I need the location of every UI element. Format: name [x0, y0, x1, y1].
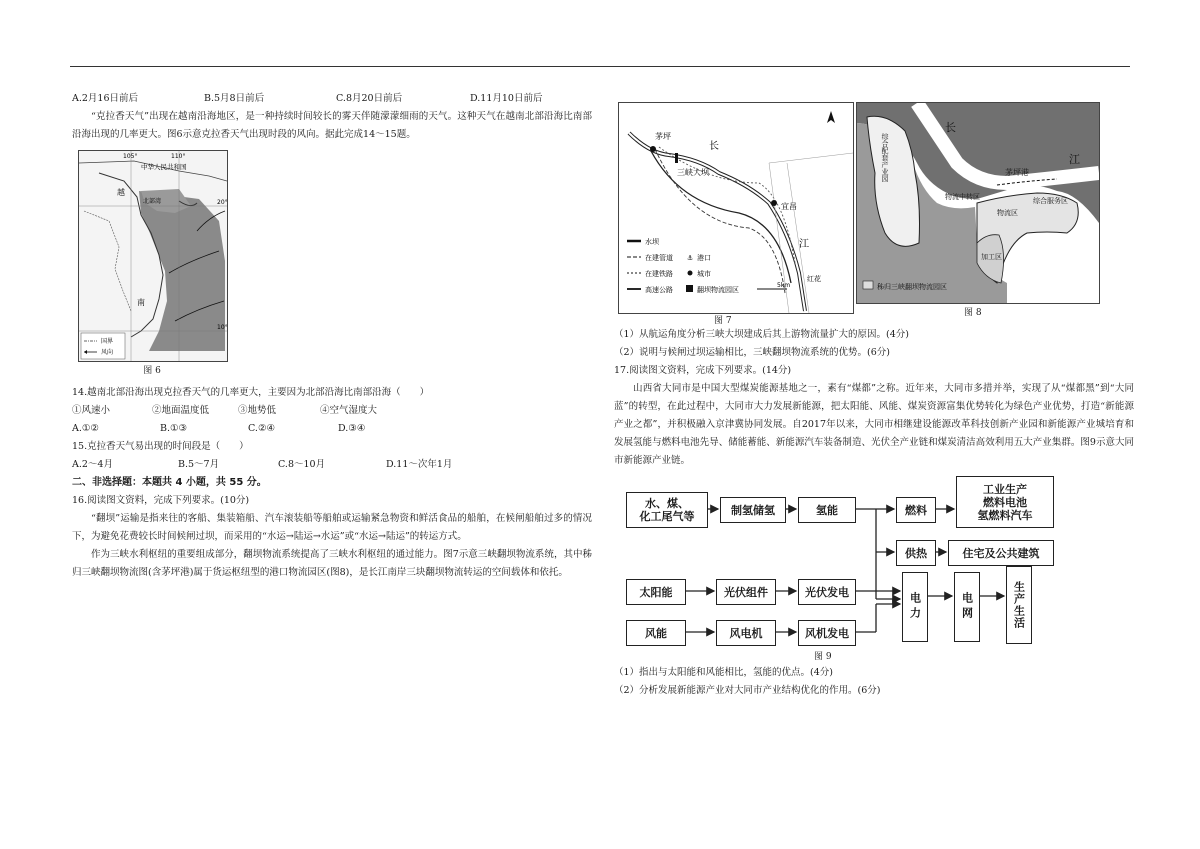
node-heat-use: 住宅及公共建筑	[948, 540, 1054, 566]
figure-6-caption: 图 6	[143, 366, 161, 376]
legend-item: 在建管道	[645, 254, 673, 262]
label-yue: 越	[117, 188, 125, 197]
lat-10-label: 10°	[217, 324, 227, 331]
legend-item: 水坝	[645, 238, 659, 246]
q15: 15.克拉香天气易出现的时间段是（ ）	[72, 441, 249, 452]
option: D.11～次年1月	[386, 459, 453, 470]
node-wind-turbine: 风电机	[716, 620, 776, 646]
q14-options	[72, 420, 592, 438]
option: A.2～4月	[72, 459, 113, 470]
figure-6-map	[78, 150, 228, 362]
node-fuel-use: 工业生产 燃料电池 氢燃料汽车	[956, 476, 1054, 528]
item: ④空气湿度大	[320, 405, 378, 416]
option: D.11月10日前后	[470, 93, 543, 104]
label-chang: 长	[945, 121, 956, 134]
figure-8-caption: 图 8	[964, 308, 982, 318]
item: ③地势低	[238, 405, 277, 416]
legend-item: 在建铁路	[645, 270, 673, 278]
option: B.5月8日前后	[204, 93, 265, 104]
vietnam-map	[79, 151, 227, 361]
option: B.5～7月	[178, 459, 220, 470]
legend-wind: 风向	[101, 349, 114, 356]
lat-20-label: 20°	[217, 199, 227, 206]
node-grid: 电网	[954, 572, 980, 642]
figures-7-8	[614, 90, 1134, 326]
three-gorges-map	[619, 103, 853, 313]
anchor-icon: ⚓	[687, 254, 694, 262]
fig8-legend: 秭归三峡翻坝物流园区	[877, 283, 947, 291]
zone-label: 物流中转区	[945, 193, 980, 201]
right-column	[614, 90, 1134, 700]
maoping-port-marker	[650, 146, 656, 152]
figure-9-caption: 图 9	[814, 652, 832, 662]
q16-part-2: （2）说明与候闸过坝运输相比，三峡翻坝物流系统的优势。(6分)	[614, 347, 891, 358]
zone-label: 物流区	[997, 209, 1018, 217]
legend-item: 港口	[697, 254, 711, 262]
logistics-park-icon	[686, 285, 693, 292]
node-fuel: 燃料	[896, 497, 936, 523]
zone-label: 加工区	[981, 253, 1002, 261]
zigui-logistics-park-map	[857, 103, 1099, 303]
legend-item: 翻坝物流园区	[697, 286, 739, 294]
zone-label: 综合服务区	[1033, 197, 1068, 205]
lon-105-label: 105°	[123, 153, 138, 160]
label-maoping: 茅坪	[655, 132, 671, 141]
option: A.①②	[72, 423, 99, 434]
label-sanxia: 三峡大坝	[677, 168, 709, 177]
q14-items	[72, 402, 592, 420]
option: A.2月16日前后	[72, 93, 139, 104]
node-pv-power: 光伏发电	[798, 579, 856, 605]
label-yichang: 宜昌	[781, 202, 797, 211]
option: C.8～10月	[278, 459, 326, 470]
node-heat: 供热	[896, 540, 936, 566]
label-chang: 长	[709, 141, 719, 152]
yichang-city-marker	[771, 200, 777, 206]
node-hydrogen: 氢能	[798, 497, 856, 523]
q17: 17.阅读图文资料，完成下列要求。(14分)	[614, 365, 792, 376]
figure-7-map	[618, 102, 854, 314]
label-hongwa: 红花	[807, 275, 821, 283]
q14: 14.越南北部沿海出现克拉香天气的几率更大，主要因为北部沿海比南部沿海（ ）	[72, 387, 430, 398]
q16-part-1: （1）从航运角度分析三峡大坝建成后其上游物流量扩大的原因。(4分)	[614, 329, 910, 340]
node-wind: 风能	[626, 620, 686, 646]
label-jiang: 江	[799, 239, 809, 250]
label-maoping-port: 茅坪港	[1005, 168, 1029, 177]
node-wind-power: 风机发电	[798, 620, 856, 646]
option: C.②④	[248, 423, 275, 434]
item: ②地面温度低	[152, 405, 210, 416]
intro-14-15: “克拉香天气”出现在越南沿海地区，是一种持续时间较长的雾天伴随濛濛细雨的天气。这种天气在越南北部沿海比南部沿海出现的几率更大。图6示意克拉香天气出现时段的风向。据此完成14～15题。	[72, 111, 592, 140]
figure-8-map	[856, 102, 1100, 304]
q13-options	[72, 90, 592, 108]
node-production-life: 生产生活	[1006, 566, 1032, 644]
node-solar: 太阳能	[626, 579, 686, 605]
option: C.8月20日前后	[336, 93, 403, 104]
left-column	[72, 90, 592, 582]
node-power: 电力	[902, 572, 928, 642]
q17-part-1: （1）指出与太阳能和风能相比，氢能的优点。(4分)	[614, 667, 834, 678]
header-rule	[70, 66, 1130, 67]
q17-paragraph: 山西省大同市是中国大型煤炭能源基地之一，素有“煤都”之称。近年来，大同市多措并举，实现了从“煤都黑”到“大同蓝”的转型，在此过程中，大同市大力发展新能源，把太阳能、风能、煤炭资源富集优势转化为绿色产业优势，打造“新能源产业之都”，并积极融入京津冀协同发展。自2017年以来，大同市相继建设能源改革科技创新产业园和新能源产业城培育和发展氢能与燃料电池先导、储能蓄能、新能源汽车装备制造、光伏全产业链和煤炭清洁高效利用五大产业集群。图9示意大同市新能源产业链。	[614, 383, 1134, 466]
q15-options	[72, 456, 592, 474]
legend-border: 国界	[101, 338, 114, 345]
city-icon	[688, 271, 693, 276]
q16: 16.阅读图文资料，完成下列要求。(10分)	[72, 495, 250, 506]
scale-label: 5km	[777, 282, 791, 289]
legend-item: 高速公路	[645, 286, 673, 294]
label-beibuwan: 北部湾	[143, 198, 162, 205]
node-pv-module: 光伏组件	[716, 579, 776, 605]
item: ①风速小	[72, 405, 111, 416]
label-nan: 南	[137, 298, 145, 307]
q16-paragraph-2: 作为三峡水利枢纽的重要组成部分，翻坝物流系统提高了三峡水利枢纽的通过能力。图7示意三峡翻坝物流系统，其中秭归三峡翻坝物流图(含茅坪港)属于货运枢纽型的港口物流园区(图8)，是长江南岸三块翻坝物流转运的空间载体和依托。	[72, 549, 592, 578]
legend-item: 城市	[697, 270, 711, 278]
node-hydrogen-production: 制氢储氢	[720, 497, 786, 523]
option: B.①③	[160, 423, 188, 434]
option: D.③④	[338, 423, 366, 434]
section-2-heading: 二、非选择题：本题共 4 小题，共 55 分。	[72, 477, 267, 488]
dam-marker	[675, 153, 678, 163]
figure-7-caption: 图 7	[714, 316, 732, 326]
figure-9-flowchart	[614, 476, 1074, 664]
zone-label: 综合配套产业园	[881, 133, 889, 182]
q16-paragraph-1: “翻坝”运输是指来往的客船、集装箱船、汽车滚装船等船舶或运输紧急物资和鲜活食品的船舶，在候闸船舶过多的情况下，为避免花费较长时间候闸过坝，而采用的“水运→陆运→水运”或“水运→陆运”的转运方式。	[72, 513, 592, 542]
country-label: 中华人民共和国	[141, 163, 187, 171]
node-source: 水、煤、 化工尾气等	[626, 492, 708, 528]
lon-110-label: 110°	[171, 153, 186, 160]
label-jiang: 江	[1069, 153, 1080, 166]
q17-part-2: （2）分析发展新能源产业对大同市产业结构优化的作用。(6分)	[614, 685, 881, 696]
